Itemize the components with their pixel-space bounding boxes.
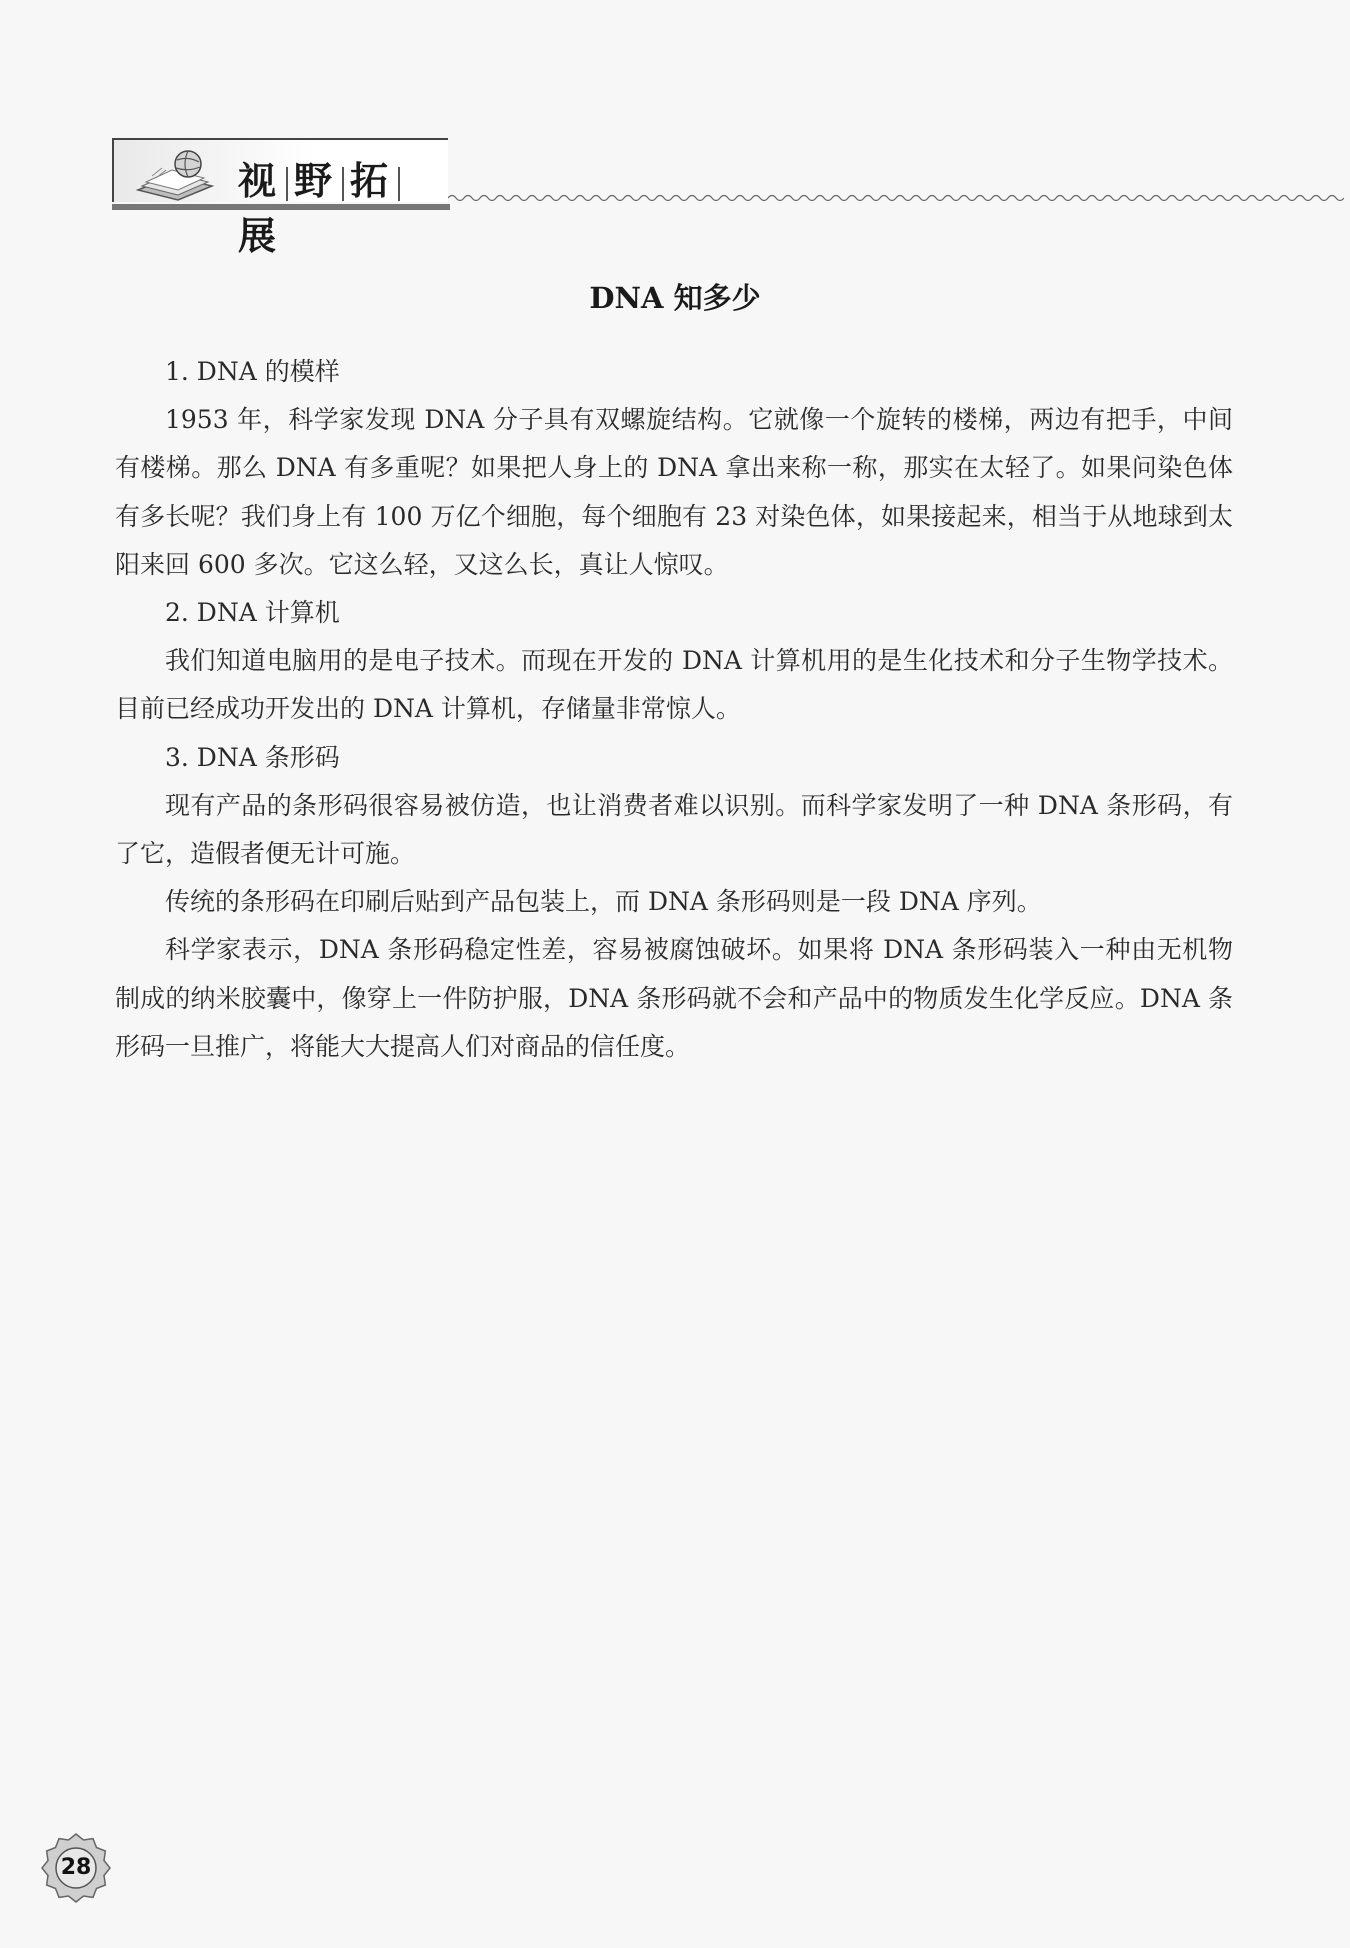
paragraph-dna-appearance: 1953 年，科学家发现 DNA 分子具有双螺旋结构。它就像一个旋转的楼梯，两边有把手，中间有楼梯。那么 DNA 有多重呢？如果把人身上的 DNA 拿出来称一称，那实在太轻了。如果问染色体有多长呢？我们身上有 100 万亿个细胞，每个细胞有 23 对染色体，如果接起来，相当于从地球到太阳来回 600 多次。它这么轻，又这么长，真让人惊叹。 <box>115 405 1233 579</box>
header-title-char-2: 野 <box>294 159 341 203</box>
paragraph-dna-barcode-2: 传统的条形码在印刷后贴到产品包装上，而 DNA 条形码则是一段 DNA 序列。 <box>165 887 1042 917</box>
header-wave-divider <box>448 192 1344 204</box>
section-header <box>112 138 1232 258</box>
header-title-char-1: 视 <box>238 159 285 203</box>
book-globe-icon <box>132 146 218 202</box>
header-title-char-3: 拓 <box>350 159 397 203</box>
page-number: 28 <box>60 1855 92 1880</box>
article-title: DNA 知多少 <box>589 281 761 315</box>
section-heading-2: 2. DNA 计算机 <box>165 598 340 628</box>
header-title <box>238 150 448 260</box>
header-title-separator <box>342 167 344 201</box>
header-title-char-4: 展 <box>238 214 285 258</box>
header-banner <box>112 138 448 258</box>
section-heading-1: 1. DNA 的模样 <box>165 357 340 386</box>
paragraph-dna-barcode-3: 科学家表示，DNA 条形码稳定性差，容易被腐蚀破坏。如果将 DNA 条形码装入一种由无机物制成的纳米胶囊中，像穿上一件防护服，DNA 条形码就不会和产品中的物质发生化学反应。DNA 条形码一旦推广，将能大大提高人们对商品的信任度。 <box>115 935 1233 1061</box>
section-heading-3: 3. DNA 条形码 <box>165 742 340 772</box>
header-title-separator <box>398 167 400 201</box>
article-body <box>115 348 1233 1071</box>
header-title-separator <box>286 167 288 201</box>
paragraph-dna-barcode-1: 现有产品的条形码很容易被仿造，也让消费者难以识别。而科学家发明了一种 DNA 条形码，有了它，造假者便无计可施。 <box>115 790 1233 869</box>
paragraph-dna-computer: 我们知道电脑用的是电子技术。而现在开发的 DNA 计算机用的是生化技术和分子生物学技术。目前已经成功开发出的 DNA 计算机，存储量非常惊人。 <box>115 646 1233 724</box>
